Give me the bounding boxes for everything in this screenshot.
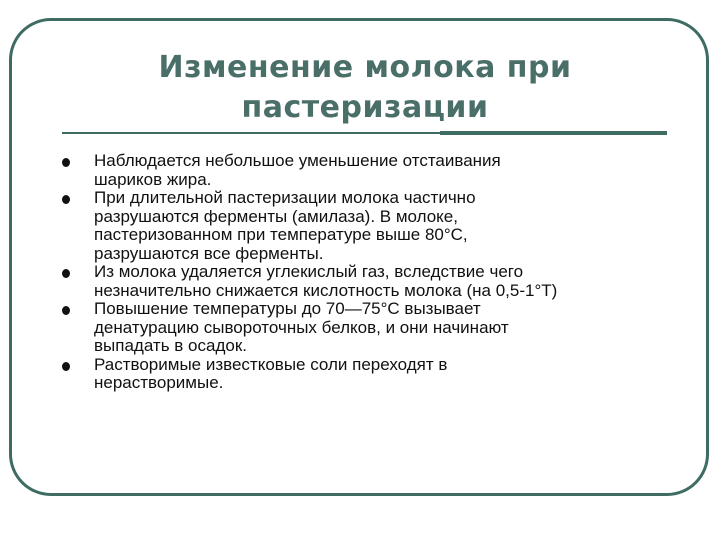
bullet-text-line: Повышение температуры до 70—75°С вызывает: [94, 299, 481, 318]
bullet-text-line: Из молока удаляется углекислый газ, вследствие чего: [94, 262, 524, 281]
list-item: [60, 152, 660, 189]
bullet-text-line: пастеризованном при температуре выше 80°С,: [94, 225, 468, 244]
bullet-text-line: Растворимые известковые соли переходят в: [94, 354, 448, 374]
slide-title: [130, 48, 600, 128]
bullet-dot-icon: [62, 362, 70, 371]
list-item: [60, 189, 660, 263]
title-line-1: Изменение молока при: [158, 50, 572, 85]
bullet-text-line: выпадать в осадок.: [94, 336, 247, 355]
bullet-dot-icon: [62, 158, 70, 167]
bullet-list: [60, 152, 660, 393]
bullet-text-line: шариков жира.: [94, 169, 212, 189]
title-line-2: пастеризации: [241, 90, 489, 125]
bullet-text-line: денатурацию сывороточных белков, и они начинают: [94, 317, 509, 337]
bullet-dot-icon: [62, 195, 70, 204]
bullet-dot-icon: [62, 269, 70, 278]
bullet-text-line: незначительно снижается кислотность молока (на 0,5-1°Т): [94, 280, 558, 300]
bullet-text-line: разрушаются ферменты (амилаза). В молоке,: [94, 206, 458, 226]
list-item: [60, 263, 660, 300]
bullet-dot-icon: [62, 306, 70, 315]
title-divider-accent: [440, 131, 667, 135]
bullet-text-line: При длительной пастеризации молока частично: [94, 188, 476, 207]
list-item: [60, 356, 660, 393]
bullet-text-line: разрушаются все ферменты.: [94, 243, 324, 263]
bullet-text-line: нерастворимые.: [94, 373, 224, 392]
bullet-text-line: Наблюдается небольшое уменьшение отстаивания: [94, 151, 501, 170]
list-item: [60, 300, 660, 356]
